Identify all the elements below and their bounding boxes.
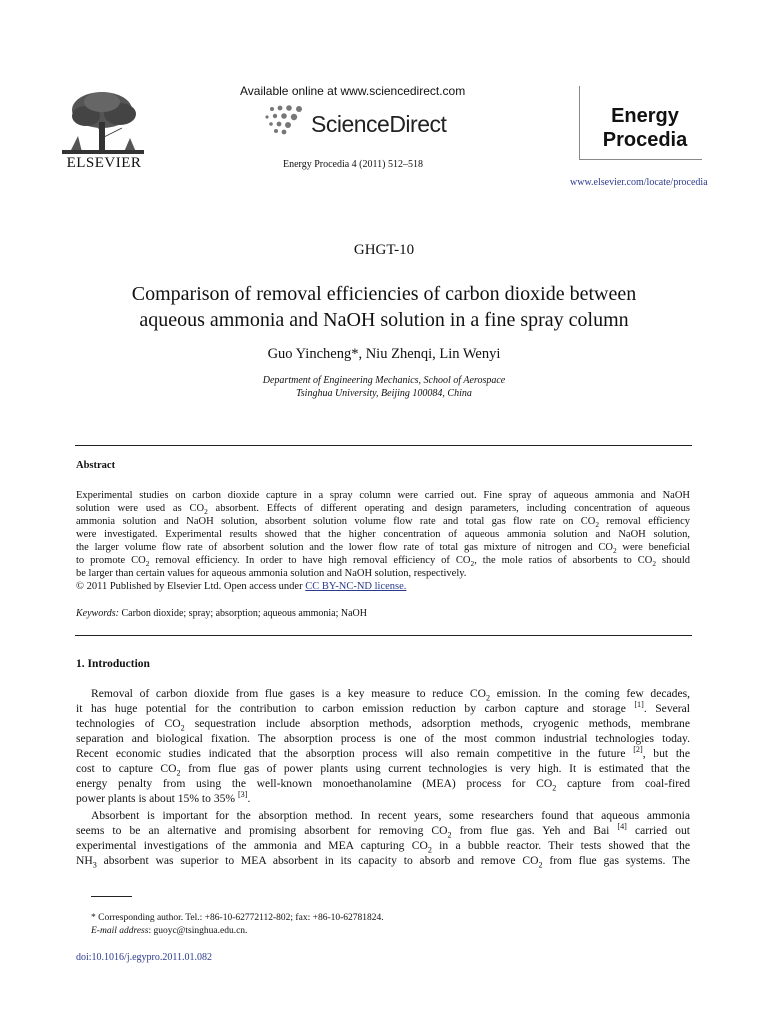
article-title-line1: Comparison of removal efficiencies of carbon dioxide between — [131, 283, 637, 305]
abstract-line: Experimental studies on carbon dioxide capture in a spray column were carried out. Fine spray of aqueous ammonia and NaOH — [76, 490, 690, 501]
available-online-text: Available online at www.sciencedirect.com — [240, 84, 466, 98]
journal-title — [590, 104, 700, 152]
conference-name: GHGT-10 — [353, 242, 415, 258]
publisher-name: ELSEVIER — [66, 155, 142, 171]
article-title — [70, 281, 698, 333]
author-list: Guo Yincheng*, Niu Zhenqi, Lin Wenyi — [267, 346, 501, 362]
top-divider — [75, 445, 692, 446]
abstract-line: ammonia solution and NaOH solution, absorbent solution volume flow rate and total gas flow rate on $CO_2$ removal efficiency — [76, 516, 690, 530]
intro-line: separation and biological fixation. The absorption process is one of the most common industrial technologies today. — [76, 732, 690, 745]
sciencedirect-wordmark: ScienceDirect — [311, 111, 447, 137]
journal-title-line2: Procedia — [602, 129, 688, 151]
section-heading: 1. Introduction — [76, 658, 150, 670]
affiliation-line2: Tsinghua University, Beijing 100084, China — [296, 388, 472, 399]
bottom-divider — [75, 635, 692, 636]
footnote-divider — [91, 896, 132, 897]
keywords-line — [76, 607, 367, 620]
journal-reference: Energy Procedia 4 (2011) 512–518 — [283, 159, 423, 170]
intro-line: it has huge potential for the contribution to carbon emission reduction by carbon capture and storage [1]. Several — [76, 700, 690, 715]
sciencedirect-dots-icon — [262, 103, 308, 135]
affiliation-line1: Department of Engineering Mechanics, School of Aerospace — [262, 375, 506, 386]
keywords-text: Carbon dioxide; spray; absorption; aqueous ammonia; NaOH — [118, 608, 367, 619]
elsevier-tree-logo-icon — [62, 88, 144, 154]
intro-line: experimental investigations of the ammonia and MEA capturing $CO_2$ in a bubble reactor. Their tests showed that the — [76, 839, 691, 855]
journal-url-link[interactable]: www.elsevier.com/locate/procedia — [570, 177, 708, 188]
abstract-line: solution were used as $CO_2$ absorbent. Effects of different operating and design parameters, including concentration of aqueous — [76, 503, 690, 517]
abstract-line: to promote $CO_2$ removal efficiency. In order to have high removal efficiency of $CO_2$, the mole ratios of absorbents to $CO_2$ should — [76, 555, 690, 569]
intro-line: seems to be an alternative and promising absorbent for removing $CO_2$ from flue gas. Yeh and Bai [4] carried out — [76, 822, 690, 840]
copyright-line: © 2011 Published by Elsevier Ltd. Open access under CC BY-NC-ND license. — [76, 581, 407, 592]
abstract-line: the larger volume flow rate of absorbent solution and the lower flow rate of total gas mixture of nitrogen and $CO_2$ were beneficial — [76, 542, 690, 556]
keywords-label: Keywords: — [76, 608, 119, 619]
email-address: : guoyc@tsinghua.edu.cn. — [148, 926, 248, 936]
intro-line: technologies of $CO_2$ sequestration include absorption methods, adsorption methods, cryogenic methods, membrane — [76, 717, 690, 733]
abstract-line: be larger than certain values for aqueous ammonia solution and NaOH solution, respectively. — [76, 568, 467, 579]
doi-link[interactable]: doi:10.1016/j.egypro.2011.01.082 — [76, 952, 213, 963]
email-label: E-mail address — [91, 926, 149, 936]
intro-line: Removal of carbon dioxide from flue gases is a key measure to reduce $CO_2$ emission. In the coming few decades, — [91, 687, 691, 703]
intro-line: $NH_3$ absorbent was superior to MEA absorbent in its capacity to absorb and remove $CO_2$ from flue gas systems. The — [76, 854, 690, 870]
journal-title-line1: Energy — [611, 105, 679, 127]
corresponding-author-note: * Corresponding author. Tel.: +86-10-62772112-802; fax: +86-10-62781824. — [91, 913, 384, 923]
license-link[interactable]: CC BY-NC-ND license. — [305, 581, 407, 592]
email-note — [91, 926, 247, 936]
intro-line: Recent economic studies indicated that the absorption process will also remain competitive in the future [2], but the — [76, 745, 690, 760]
intro-line: cost to capture $CO_2$ from flue gas of power plants using current technologies is very high. It is estimated that the — [76, 762, 690, 778]
abstract-heading: Abstract — [76, 460, 116, 471]
intro-line: power plants is about 15% to 35% [3]. — [76, 790, 251, 805]
intro-line: Absorbent is important for the absorption method. In recent years, some researchers found that aqueous ammonia — [91, 809, 690, 822]
article-title-line2: aqueous ammonia and NaOH solution in a fine spray column — [139, 309, 629, 331]
intro-line: energy penalty from using the well-known monoethanolamine (MEA) process for $CO_2$ capture from coal-fired — [76, 777, 691, 793]
abstract-line: were investigated. Experimental results showed that the higher concentration of aqueous ammonia solution and NaOH solution, — [76, 529, 690, 540]
